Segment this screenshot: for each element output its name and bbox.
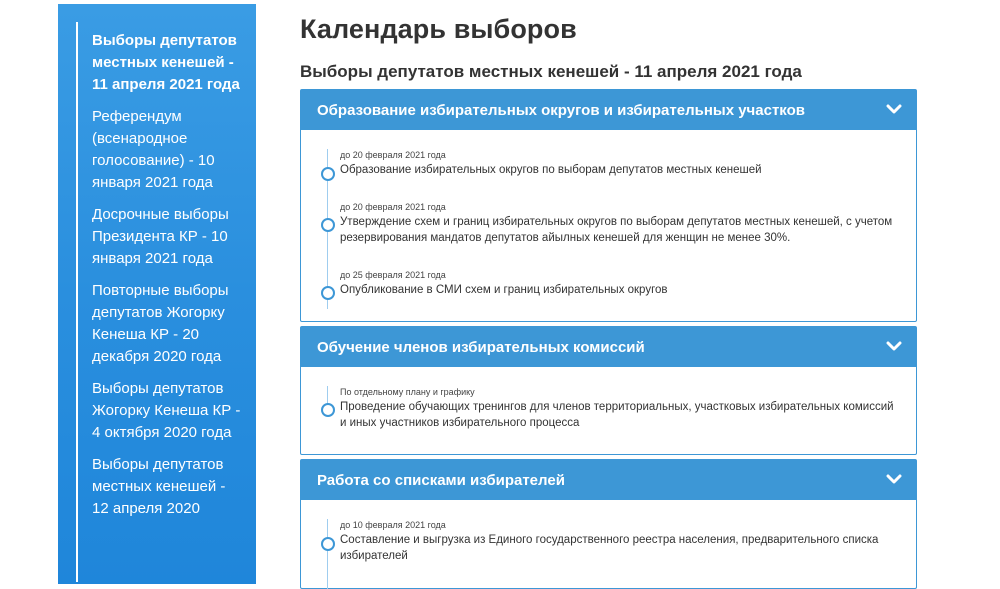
accordion-body: [301, 500, 916, 589]
page-title: Календарь выборов: [300, 14, 577, 44]
chevron-down-icon[interactable]: [886, 471, 902, 487]
accordion-title: Обучение членов избирательных комиссий: [317, 338, 645, 356]
sidebar-item-parliament-2020[interactable]: Выборы депутатов Жогорку Кенеша КР - 4 октября 2020 года: [92, 380, 241, 441]
accordion-title: Работа со списками избирателей: [317, 471, 565, 489]
chevron-down-icon[interactable]: [886, 338, 902, 354]
accordion-header-districts[interactable]: [301, 90, 916, 130]
page-subtitle: Выборы депутатов местных кенешей - 11 апреля 2021 года: [300, 62, 802, 81]
accordion-header-training[interactable]: [301, 327, 916, 367]
sidebar-list: [92, 30, 244, 530]
sidebar-divider: [76, 22, 78, 582]
accordion-title: Образование избирательных округов и избирательных участков: [317, 101, 805, 119]
event-date: до 20 февраля 2021 года: [340, 202, 446, 212]
sidebar-item-local-councils-2020[interactable]: Выборы депутатов местных кенешей - 12 апреля 2020: [92, 456, 226, 517]
accordion-body: [301, 367, 916, 455]
event-date: По отдельному плану и графику: [340, 387, 475, 397]
circle-icon: [321, 403, 335, 417]
circle-icon: [321, 167, 335, 181]
chevron-down-icon[interactable]: [886, 101, 902, 117]
event-date: до 25 февраля 2021 года: [340, 270, 446, 280]
sidebar: [58, 4, 256, 584]
event-text: Опубликование в СМИ схем и границ избирательных округов: [340, 284, 668, 296]
circle-icon: [321, 286, 335, 300]
accordion-body: [301, 130, 916, 322]
event-text: Составление и выгрузка из Единого государственного реестра населения, предварительного списка избирателей: [340, 534, 879, 562]
timeline-line: [327, 519, 328, 589]
accordion-header-voter-lists[interactable]: [301, 460, 916, 500]
event-date: до 10 февраля 2021 года: [340, 520, 446, 530]
event-date: до 20 февраля 2021 года: [340, 150, 446, 160]
event-text: Образование избирательных округов по выборам депутатов местных кенешей: [340, 164, 762, 176]
circle-icon: [321, 218, 335, 232]
accordion-training: [300, 326, 917, 455]
sidebar-item-president-2021[interactable]: Досрочные выборы Президента КР - 10 января 2021 года: [92, 206, 229, 267]
sidebar-item-referendum-2021[interactable]: Референдум (всенародное голосование) - 10 января 2021 года: [92, 108, 215, 191]
sidebar-item-parliament-repeat-2020[interactable]: Повторные выборы депутатов Жогорку Кенеша КР - 20 декабря 2020 года: [92, 282, 229, 365]
event-text: Утверждение схем и границ избирательных округов по выборам депутатов местных кенешей, с учетом резервирования мандатов депутатов айылных кенешей для женщин не менее 30%.: [340, 216, 893, 244]
circle-icon: [321, 537, 335, 551]
accordion-districts: [300, 89, 917, 322]
sidebar-item-local-councils-2021[interactable]: Выборы депутатов местных кенешей - 11 апреля 2021 года: [92, 32, 240, 93]
event-text: Проведение обучающих тренингов для членов территориальных, участковых избирательных комиссий и иных участников избирательного процесса: [340, 401, 894, 429]
accordion-voter-lists: [300, 459, 917, 589]
